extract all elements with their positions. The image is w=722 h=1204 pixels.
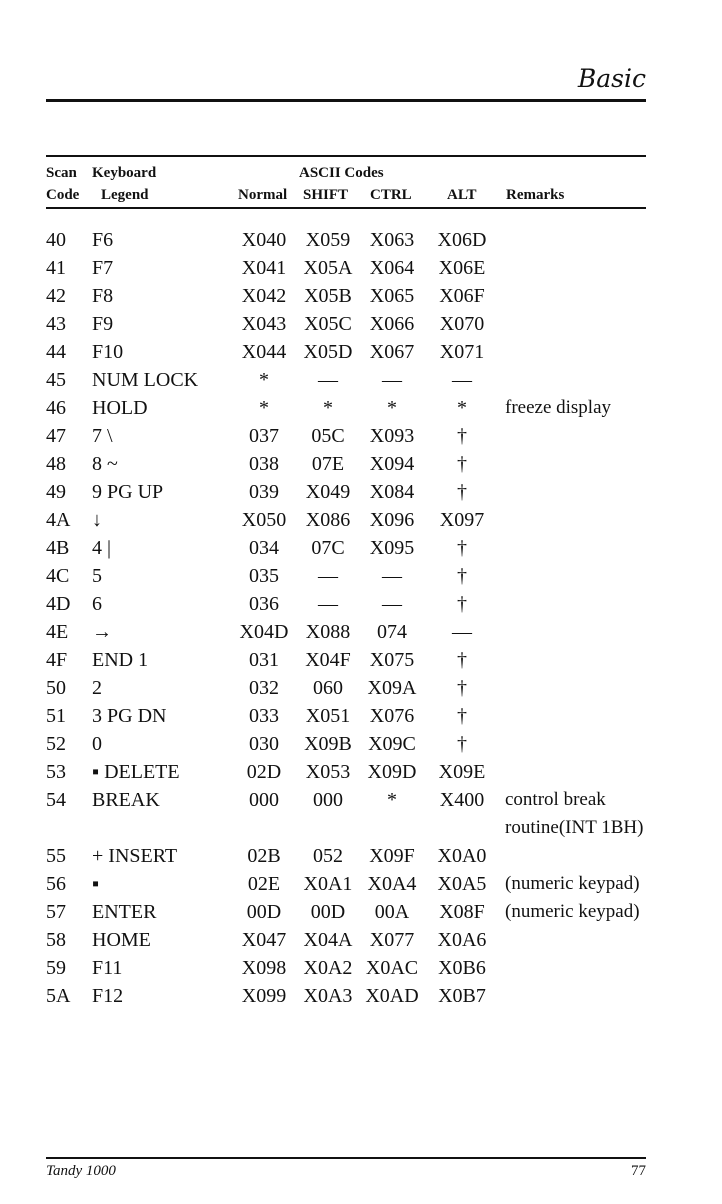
legend-cell: 9 PG UP xyxy=(92,481,164,503)
legend-cell: ▪ xyxy=(92,873,100,895)
ctrl-cell: X0AD xyxy=(365,985,419,1007)
ctrl-cell: 00A xyxy=(374,901,410,923)
ctrl-cell: X0AC xyxy=(365,957,419,979)
alt-cell: X0A0 xyxy=(437,845,487,867)
table-row xyxy=(0,618,722,646)
legend-cell: 7 \ xyxy=(92,425,113,447)
alt-cell: X08F xyxy=(439,901,485,923)
legend-cell: F9 xyxy=(92,313,114,335)
shift-cell: — xyxy=(318,565,338,587)
table-row xyxy=(0,562,722,590)
table-row xyxy=(0,870,722,898)
ctrl-cell: X093 xyxy=(369,425,415,447)
normal-cell: X098 xyxy=(241,957,287,979)
legend-cell: F10 xyxy=(92,341,124,363)
normal-cell: X040 xyxy=(241,229,287,251)
alt-cell: † xyxy=(457,593,467,615)
scan-code-cell: 4F xyxy=(46,649,68,671)
shift-cell: X053 xyxy=(305,761,351,783)
normal-cell: 033 xyxy=(249,705,279,727)
alt-cell: † xyxy=(457,677,467,699)
table-row xyxy=(0,730,722,758)
table-row xyxy=(0,226,722,254)
shift-cell: X059 xyxy=(305,229,351,251)
shift-cell: 000 xyxy=(313,789,343,811)
shift-cell: X05C xyxy=(304,313,352,335)
shift-cell: X09B xyxy=(304,733,352,755)
normal-cell: 035 xyxy=(249,565,279,587)
legend-cell: 2 xyxy=(92,677,102,699)
scan-code-cell: 55 xyxy=(46,845,66,867)
shift-cell: 07C xyxy=(311,537,345,559)
scan-code-cell: 58 xyxy=(46,929,66,951)
ctrl-cell: X09C xyxy=(368,733,416,755)
remarks-cell: freeze display xyxy=(505,397,612,418)
shift-cell: * xyxy=(323,397,333,419)
legend-cell: HOLD xyxy=(92,397,148,419)
table-row xyxy=(0,450,722,478)
legend-cell: 3 PG DN xyxy=(92,705,167,727)
col-shift: SHIFT xyxy=(303,187,349,203)
ctrl-cell: — xyxy=(382,565,402,587)
shift-cell: X05D xyxy=(303,341,353,363)
ctrl-cell: X084 xyxy=(369,481,415,503)
scan-code-cell: 46 xyxy=(46,397,66,419)
table-row xyxy=(0,534,722,562)
table-header-rule xyxy=(46,207,646,209)
shift-cell: X086 xyxy=(305,509,351,531)
table-row xyxy=(0,394,722,422)
normal-cell: 039 xyxy=(249,481,279,503)
scan-code-cell: 56 xyxy=(46,873,66,895)
shift-cell: X049 xyxy=(305,481,351,503)
table-row xyxy=(0,366,722,394)
table-row xyxy=(0,702,722,730)
table-row xyxy=(0,478,722,506)
ctrl-cell: X064 xyxy=(369,257,415,279)
legend-cell: F8 xyxy=(92,285,114,307)
normal-cell: 030 xyxy=(249,733,279,755)
normal-cell: 034 xyxy=(249,537,279,559)
legend-cell: 0 xyxy=(92,733,102,755)
ctrl-cell: 074 xyxy=(377,621,407,643)
shift-cell: X088 xyxy=(305,621,351,643)
alt-cell: * xyxy=(457,397,467,419)
legend-cell: ▪ DELETE xyxy=(92,761,180,783)
scan-code-cell: 45 xyxy=(46,369,66,391)
legend-cell: END 1 xyxy=(92,649,149,671)
page-title: Basic xyxy=(577,64,646,93)
table-row xyxy=(0,786,722,814)
footer-rule xyxy=(46,1157,646,1159)
shift-cell: X0A3 xyxy=(303,985,353,1007)
col-alt: ALT xyxy=(447,187,477,203)
remarks-cell: routine(INT 1BH) xyxy=(505,817,644,838)
alt-cell: X06F xyxy=(439,285,485,307)
table-row xyxy=(0,646,722,674)
ctrl-cell: * xyxy=(387,397,397,419)
normal-cell: 02E xyxy=(247,873,281,895)
alt-cell: X06D xyxy=(437,229,487,251)
alt-cell: † xyxy=(457,733,467,755)
ctrl-cell: X09A xyxy=(367,677,417,699)
remarks-cell: (numeric keypad) xyxy=(505,873,640,894)
col-ascii-group: ASCII Codes xyxy=(299,165,384,181)
scan-code-cell: 42 xyxy=(46,285,66,307)
shift-cell: — xyxy=(318,369,338,391)
alt-cell: † xyxy=(457,481,467,503)
shift-cell: 052 xyxy=(313,845,343,867)
shift-cell: X04F xyxy=(305,649,351,671)
scan-code-cell: 40 xyxy=(46,229,66,251)
legend-cell: 8 ~ xyxy=(92,453,118,475)
normal-cell: 032 xyxy=(249,677,279,699)
legend-cell: 5 xyxy=(92,565,102,587)
table-top-rule xyxy=(46,155,646,157)
table-row xyxy=(0,282,722,310)
normal-cell: X041 xyxy=(241,257,287,279)
normal-cell: 037 xyxy=(249,425,279,447)
alt-cell: X400 xyxy=(439,789,485,811)
footer-title: Tandy 1000 xyxy=(46,1163,116,1179)
alt-cell: X0A5 xyxy=(437,873,487,895)
ctrl-cell: X067 xyxy=(369,341,415,363)
table-row xyxy=(0,422,722,450)
alt-cell: X0B7 xyxy=(438,985,486,1007)
table-row xyxy=(0,982,722,1010)
normal-cell: * xyxy=(259,369,269,391)
legend-cell: → xyxy=(92,621,112,643)
normal-cell: 038 xyxy=(249,453,279,475)
legend-cell: + INSERT xyxy=(92,845,178,867)
shift-cell: — xyxy=(318,593,338,615)
table-row xyxy=(0,338,722,366)
scan-code-cell: 51 xyxy=(46,705,66,727)
scan-code-cell: 41 xyxy=(46,257,66,279)
table-row xyxy=(0,898,722,926)
legend-cell: F11 xyxy=(92,957,123,979)
shift-cell: X0A2 xyxy=(303,957,353,979)
scan-code-cell: 47 xyxy=(46,425,66,447)
legend-cell: F6 xyxy=(92,229,114,251)
normal-cell: 02D xyxy=(246,761,282,783)
scan-code-cell: 52 xyxy=(46,733,66,755)
table-row xyxy=(0,590,722,618)
scan-code-cell: 54 xyxy=(46,789,66,811)
ctrl-cell: X096 xyxy=(369,509,415,531)
legend-cell: 4 | xyxy=(92,537,112,559)
scan-code-cell: 49 xyxy=(46,481,66,503)
header-rule xyxy=(46,99,646,102)
scan-code-cell: 59 xyxy=(46,957,66,979)
normal-cell: 036 xyxy=(249,593,279,615)
normal-cell: 031 xyxy=(249,649,279,671)
table-row xyxy=(0,954,722,982)
normal-cell: 00D xyxy=(246,901,282,923)
scan-code-cell: 53 xyxy=(46,761,66,783)
ctrl-cell: * xyxy=(387,789,397,811)
legend-cell: ↓ xyxy=(92,509,102,531)
table-row xyxy=(0,758,722,786)
alt-cell: † xyxy=(457,649,467,671)
shift-cell: 05C xyxy=(311,425,345,447)
scan-code-cell: 48 xyxy=(46,453,66,475)
normal-cell: X04D xyxy=(239,621,289,643)
alt-cell: † xyxy=(457,537,467,559)
col-legend-line1: Keyboard xyxy=(92,165,157,181)
scan-code-cell: 44 xyxy=(46,341,66,363)
alt-cell: X070 xyxy=(439,313,485,335)
col-scan-line2: Code xyxy=(46,187,80,203)
normal-cell: X043 xyxy=(241,313,287,335)
alt-cell: † xyxy=(457,425,467,447)
shift-cell: X05A xyxy=(303,257,353,279)
normal-cell: 02B xyxy=(247,845,281,867)
shift-cell: X04A xyxy=(303,929,353,951)
ctrl-cell: — xyxy=(382,369,402,391)
page-number: 77 xyxy=(631,1163,646,1179)
scan-code-cell: 57 xyxy=(46,901,66,923)
scan-code-cell: 50 xyxy=(46,677,66,699)
table-row xyxy=(0,842,722,870)
normal-cell: X047 xyxy=(241,929,287,951)
table-row xyxy=(0,254,722,282)
alt-cell: — xyxy=(452,621,472,643)
alt-cell: X0B6 xyxy=(438,957,486,979)
legend-cell: NUM LOCK xyxy=(92,369,199,391)
table-row xyxy=(0,506,722,534)
legend-cell: 6 xyxy=(92,593,102,615)
normal-cell: 000 xyxy=(249,789,279,811)
remarks-cell: control break xyxy=(505,789,606,810)
col-legend-line2: Legend xyxy=(101,187,149,203)
ctrl-cell: X077 xyxy=(369,929,415,951)
shift-cell: 00D xyxy=(310,901,346,923)
legend-cell: F7 xyxy=(92,257,114,279)
ctrl-cell: X09F xyxy=(369,845,415,867)
alt-cell: † xyxy=(457,705,467,727)
ctrl-cell: X063 xyxy=(369,229,415,251)
shift-cell: X0A1 xyxy=(303,873,353,895)
col-remarks: Remarks xyxy=(506,187,565,203)
alt-cell: X071 xyxy=(439,341,485,363)
alt-cell: — xyxy=(452,369,472,391)
legend-cell: F12 xyxy=(92,985,124,1007)
normal-cell: X050 xyxy=(241,509,287,531)
table-row xyxy=(0,310,722,338)
normal-cell: X044 xyxy=(241,341,287,363)
scan-code-cell: 4D xyxy=(46,593,71,615)
normal-cell: X042 xyxy=(241,285,287,307)
remarks-cell: (numeric keypad) xyxy=(505,901,640,922)
scan-code-cell: 43 xyxy=(46,313,66,335)
legend-cell: HOME xyxy=(92,929,151,951)
alt-cell: X0A6 xyxy=(437,929,487,951)
normal-cell: * xyxy=(259,397,269,419)
scan-code-cell: 4A xyxy=(46,509,71,531)
alt-cell: X06E xyxy=(438,257,486,279)
ctrl-cell: X075 xyxy=(369,649,415,671)
ctrl-cell: X065 xyxy=(369,285,415,307)
normal-cell: X099 xyxy=(241,985,287,1007)
ctrl-cell: X095 xyxy=(369,537,415,559)
table-row xyxy=(0,926,722,954)
alt-cell: X097 xyxy=(439,509,485,531)
col-normal: Normal xyxy=(238,187,288,203)
shift-cell: X05B xyxy=(304,285,352,307)
scan-code-cell: 4E xyxy=(46,621,69,643)
col-scan-line1: Scan xyxy=(46,165,77,181)
legend-cell: ENTER xyxy=(92,901,157,923)
ctrl-cell: X0A4 xyxy=(367,873,417,895)
ctrl-cell: X076 xyxy=(369,705,415,727)
table-row xyxy=(0,674,722,702)
scan-code-cell: 5A xyxy=(46,985,71,1007)
scan-code-cell: 4C xyxy=(46,565,70,587)
col-ctrl: CTRL xyxy=(370,187,412,203)
ctrl-cell: — xyxy=(382,593,402,615)
alt-cell: † xyxy=(457,565,467,587)
ctrl-cell: X09D xyxy=(367,761,417,783)
scan-code-cell: 4B xyxy=(46,537,70,559)
alt-cell: X09E xyxy=(438,761,486,783)
ctrl-cell: X094 xyxy=(369,453,415,475)
ctrl-cell: X066 xyxy=(369,313,415,335)
shift-cell: 060 xyxy=(313,677,343,699)
shift-cell: X051 xyxy=(305,705,351,727)
table-row-continuation xyxy=(0,814,722,842)
shift-cell: 07E xyxy=(311,453,345,475)
legend-cell: BREAK xyxy=(92,789,160,811)
alt-cell: † xyxy=(457,453,467,475)
